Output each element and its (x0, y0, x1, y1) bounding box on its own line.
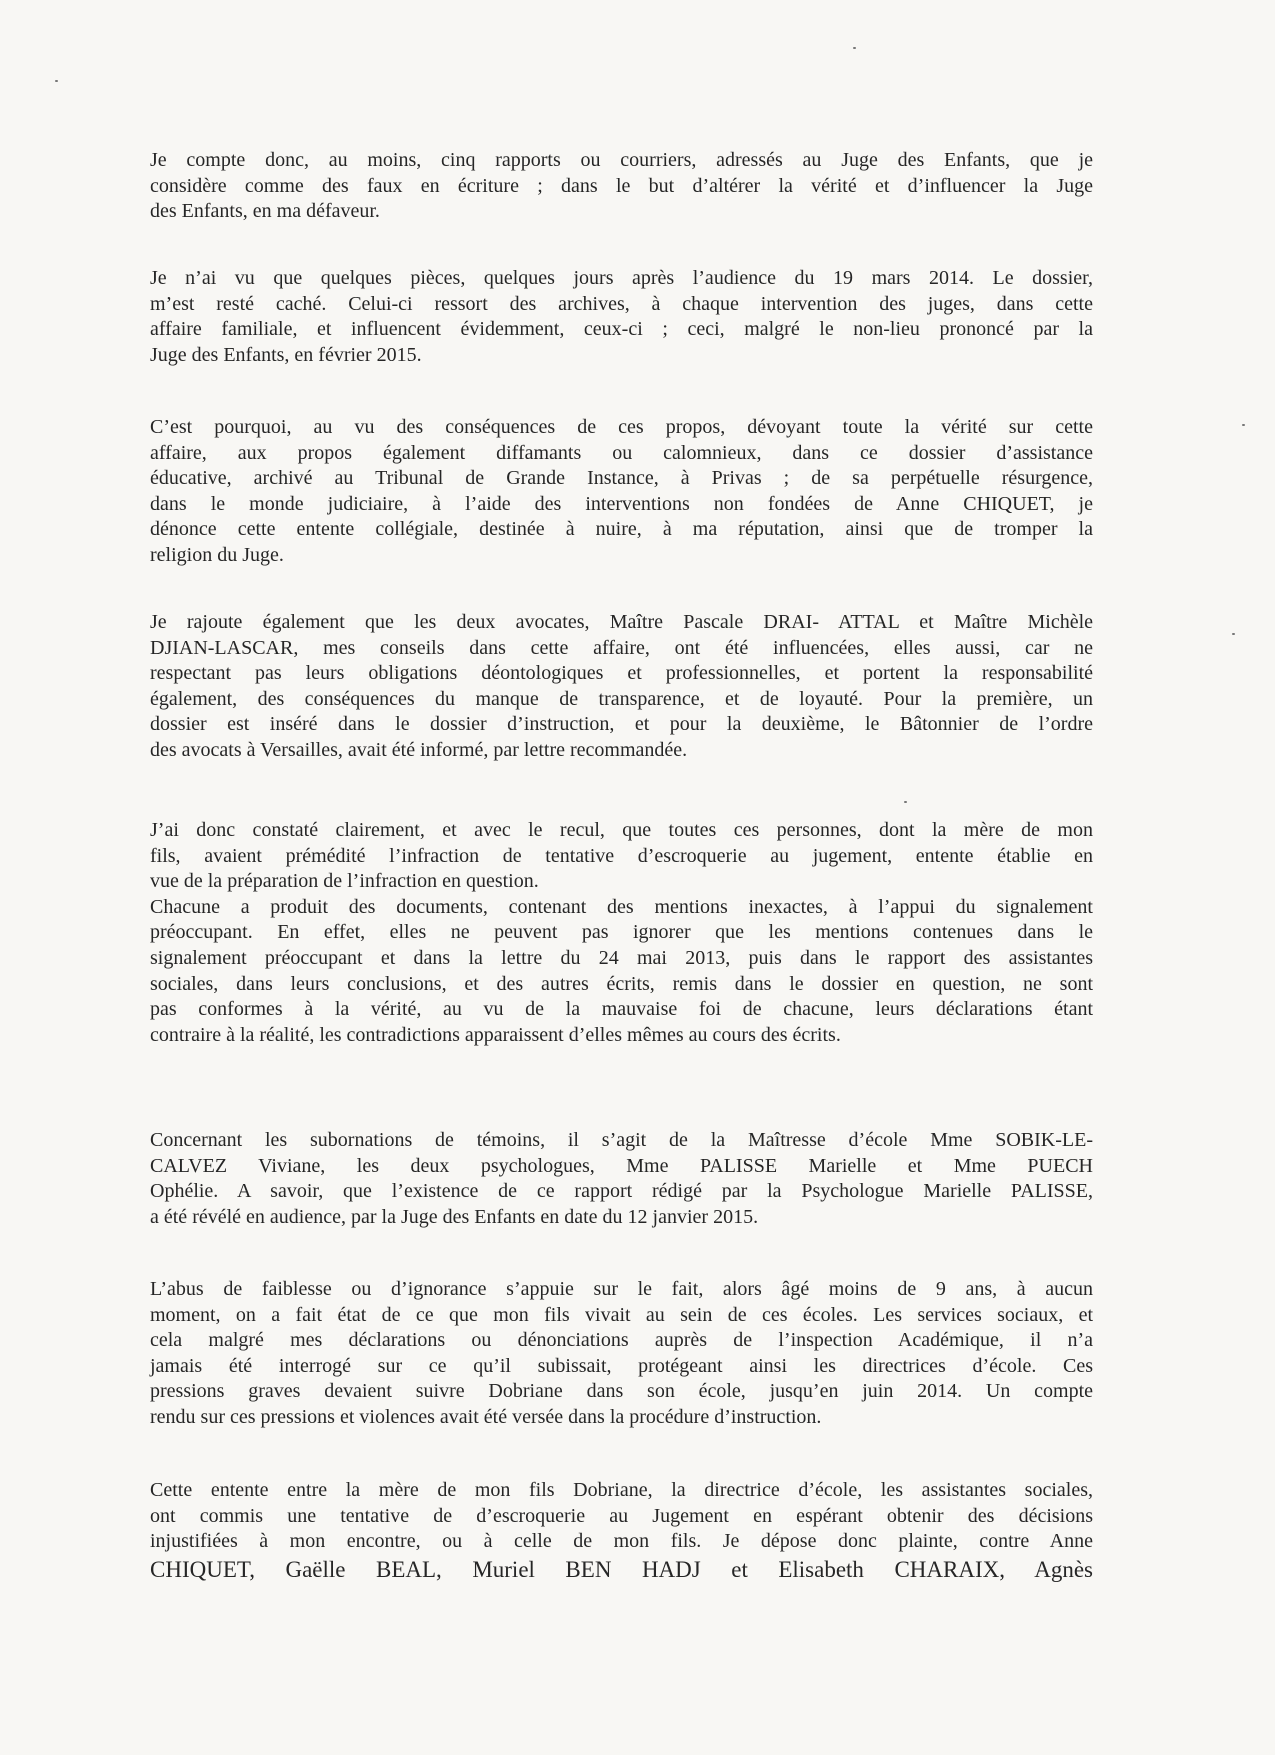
text-line: affaire familiale, et influencent évidemment, ceux-ci ; ceci, malgré le non-lieu prononcé par la (150, 318, 1093, 341)
text-line: Juge des Enfants, en février 2015. (150, 343, 422, 366)
scan-speck (904, 801, 907, 803)
text-line: J’ai donc constaté clairement, et avec le recul, que toutes ces personnes, dont la mère de mon (150, 819, 1093, 841)
text-line: dénonce cette entente collégiale, destinée à nuire, à ma réputation, ainsi que de tromper la (150, 518, 1093, 541)
text-line: vue de la préparation de l’infraction en question. (150, 870, 539, 893)
text-line: affaire, aux propos également diffamants ou calomnieux, dans ce dossier d’assistance (150, 441, 1093, 464)
text-line: DJIAN-LASCAR, mes conseils dans cette affaire, ont été influencées, elles aussi, car ne (150, 636, 1093, 659)
paragraph-5 (150, 818, 1093, 1048)
text-line: pas conformes à la vérité, au vu de la mauvaise foi de chacune, leurs déclarations étant (150, 998, 1093, 1021)
text-line: moment, on a fait état de ce que mon fils vivait au sein de ces écoles. Les services sociaux, et (150, 1303, 1093, 1326)
text-line: Je n’ai vu que quelques pièces, quelques jours après l’audience du 19 mars 2014. Le dossier, (150, 267, 1093, 289)
paragraph-6 (150, 1128, 1093, 1230)
text-line: rendu sur ces pressions et violences avait été versée dans la procédure d’instruction. (150, 1405, 822, 1428)
text-line: injustifiées à mon encontre, ou à celle de mon fils. Je dépose donc plainte, contre Anne (150, 1530, 1093, 1553)
paragraph-8 (150, 1478, 1093, 1584)
text-line: religion du Juge. (150, 543, 284, 566)
text-line: également, des conséquences du manque de transparence, et de loyauté. Pour la première, un (150, 687, 1093, 710)
text-line: dans le monde judiciaire, à l’aide des interventions non fondées de Anne CHIQUET, je (150, 492, 1093, 515)
text-line: L’abus de faiblesse ou d’ignorance s’appuie sur le fait, alors âgé moins de 9 ans, à aucun (150, 1278, 1093, 1300)
text-line: a été révélé en audience, par la Juge des Enfants en date du 12 janvier 2015. (150, 1205, 759, 1228)
paragraph-3 (150, 415, 1093, 569)
text-line: Je compte donc, au moins, cinq rapports ou courriers, adressés au Juge des Enfants, que je (150, 149, 1093, 171)
text-line: Ophélie. A savoir, que l’existence de ce rapport rédigé par la Psychologue Marielle PALISSE, (150, 1180, 1093, 1203)
text-line: Cette entente entre la mère de mon fils Dobriane, la directrice d’école, les assistantes sociales, (150, 1479, 1093, 1501)
text-line: préoccupant. En effet, elles ne peuvent pas ignorer que les mentions contenues dans le (150, 921, 1093, 944)
text-line: Chacune a produit des documents, contenant des mentions inexactes, à l’appui du signalement (150, 895, 1093, 918)
text-line: fils, avaient prémédité l’infraction de tentative d’escroquerie au jugement, entente établie en (150, 844, 1093, 867)
text-line: CALVEZ Viviane, les deux psychologues, Mme PALISSE Marielle et Mme PUECH (150, 1154, 1093, 1177)
text-line: des avocats à Versailles, avait été informé, par lettre recommandée. (150, 738, 688, 761)
text-line: m’est resté caché. Celui-ci ressort des archives, à chaque intervention des juges, dans cette (150, 292, 1093, 315)
text-line: pressions graves devaient suivre Dobriane dans son école, jusqu’en juin 2014. Un compte (150, 1380, 1093, 1403)
text-line: Je rajoute également que les deux avocates, Maître Pascale DRAI- ATTAL et Maître Michèle (150, 611, 1093, 633)
text-line: éducative, archivé au Tribunal de Grande Instance, à Privas ; de sa perpétuelle résurgence, (150, 467, 1093, 490)
text-line: Concernant les subornations de témoins, il s’agit de la Maîtresse d’école Mme SOBIK-LE- (150, 1129, 1093, 1151)
text-line: considère comme des faux en écriture ; dans le but d’altérer la vérité et d’influencer la Juge (150, 174, 1093, 197)
text-line: dossier est inséré dans le dossier d’instruction, et pour la deuxième, le Bâtonnier de l’ordre (150, 713, 1093, 736)
text-line: C’est pourquoi, au vu des conséquences de ces propos, dévoyant toute la vérité sur cette (150, 416, 1093, 438)
scan-speck (1232, 633, 1235, 635)
scan-speck (55, 80, 58, 82)
paragraph-7 (150, 1277, 1093, 1431)
scan-speck (1242, 424, 1245, 426)
text-line: des Enfants, en ma défaveur. (150, 200, 380, 223)
text-line: ont commis une tentative de d’escroquerie au Jugement en espérant obtenir des décisions (150, 1504, 1093, 1527)
paragraph-2 (150, 266, 1093, 368)
text-line: respectant pas leurs obligations déontologiques et professionnelles, et portent la responsabilité (150, 662, 1093, 685)
text-line: signalement préoccupant et dans la lettre du 24 mai 2013, puis dans le rapport des assistantes (150, 946, 1093, 969)
text-line: sociales, dans leurs conclusions, et des autres écrits, remis dans le dossier en question, ne sont (150, 972, 1093, 995)
paragraph-1 (150, 148, 1093, 225)
text-line: jamais été interrogé sur ce qu’il subissait, protégeant ainsi les directrices d’école. Ces (150, 1354, 1093, 1377)
text-line: CHIQUET, Gaëlle BEAL, Muriel BEN HADJ et Elisabeth CHARAIX, Agnès (150, 1556, 1093, 1582)
scan-speck (853, 47, 856, 49)
text-line: cela malgré mes déclarations ou dénonciations auprès de l’inspection Académique, il n’a (150, 1329, 1093, 1352)
text-line: contraire à la réalité, les contradictions apparaissent d’elles mêmes au cours des écrits. (150, 1023, 841, 1046)
paragraph-4 (150, 610, 1093, 764)
